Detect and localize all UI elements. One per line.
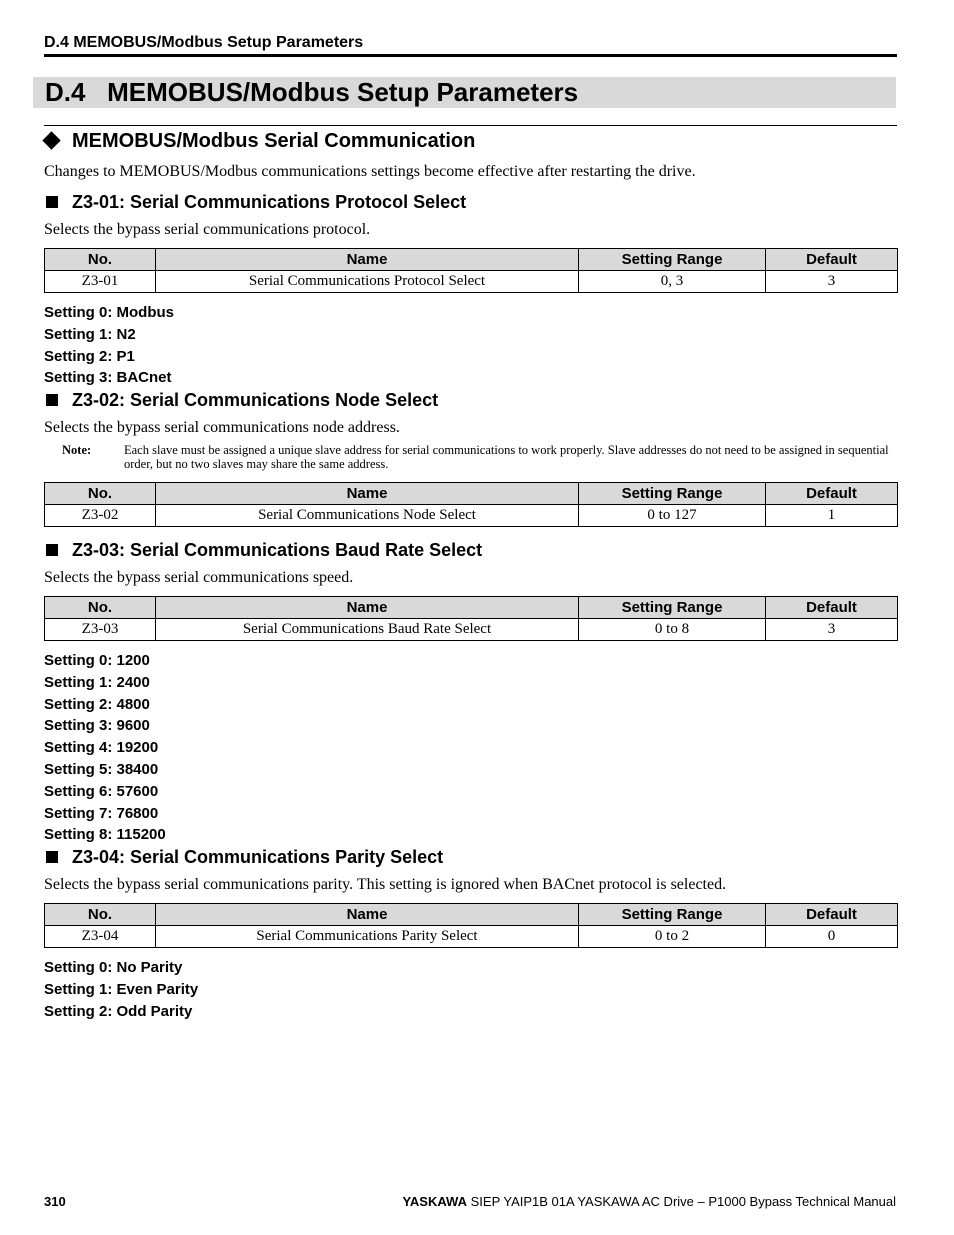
col-header-no: No. (45, 483, 156, 505)
param-table-z3-02 (44, 482, 898, 527)
section-title (45, 77, 578, 108)
cell-setting-range: 0, 3 (579, 271, 766, 293)
setting-item: Setting 3: 9600 (44, 717, 150, 735)
setting-item: Setting 0: Modbus (44, 304, 174, 321)
param-desc-z3-04: Selects the bypass serial communications parity. This setting is ignored when BACnet protocol is selected. (44, 876, 727, 893)
settings-list-z3-01 (44, 302, 174, 389)
note-label: Note: (62, 443, 92, 457)
col-header-default: Default (766, 249, 898, 271)
setting-item: Setting 0: 1200 (44, 652, 150, 669)
settings-list-z3-04 (44, 957, 198, 1022)
param-table-z3-01 (44, 248, 898, 293)
running-head: D.4 MEMOBUS/Modbus Setup Parameters (44, 34, 364, 51)
col-header-setting-range: Setting Range (579, 249, 766, 271)
param-title-z3-04: Z3-04: Serial Communications Parity Select (72, 847, 444, 867)
col-header-default: Default (766, 904, 898, 926)
col-header-setting-range: Setting Range (579, 597, 766, 619)
subsection-title: MEMOBUS/Modbus Serial Communication (72, 130, 476, 152)
col-header-setting-range: Setting Range (579, 904, 766, 926)
cell-name: Serial Communications Parity Select (156, 926, 579, 948)
setting-item: Setting 2: Odd Parity (44, 1002, 193, 1020)
section-heading: MEMOBUS/Modbus Setup Parameters (107, 77, 579, 107)
cell-no: Z3-01 (45, 271, 156, 293)
table-header-row (45, 597, 898, 619)
setting-item: Setting 1: Even Parity (44, 980, 199, 998)
table-row (45, 271, 898, 293)
param-desc-z3-03: Selects the bypass serial communications speed. (44, 569, 354, 586)
square-bullet-icon (46, 394, 58, 406)
cell-default: 3 (766, 271, 898, 293)
col-header-name: Name (156, 904, 579, 926)
col-header-no: No. (45, 249, 156, 271)
col-header-no: No. (45, 597, 156, 619)
setting-item: Setting 1: 2400 (44, 673, 150, 691)
header-rule (44, 54, 897, 57)
settings-list-z3-03 (44, 650, 166, 846)
col-header-default: Default (766, 483, 898, 505)
col-header-name: Name (156, 483, 579, 505)
cell-setting-range: 0 to 127 (579, 505, 766, 527)
setting-item: Setting 7: 76800 (44, 804, 159, 822)
param-desc-z3-02: Selects the bypass serial communications node address. (44, 419, 400, 436)
cell-setting-range: 0 to 8 (579, 619, 766, 641)
param-title-z3-02: Z3-02: Serial Communications Node Select (72, 390, 439, 410)
cell-name: Serial Communications Node Select (156, 505, 579, 527)
table-header-row (45, 904, 898, 926)
footer-doc: SIEP YAIP1B 01A YASKAWA AC Drive – P1000 Bypass Technical Manual (470, 1194, 896, 1209)
col-header-name: Name (156, 249, 579, 271)
param-table-z3-03 (44, 596, 898, 641)
setting-item: Setting 2: P1 (44, 347, 135, 365)
section-number: D.4 (45, 77, 86, 107)
param-desc-z3-01: Selects the bypass serial communications protocol. (44, 221, 371, 238)
table-header-row (45, 483, 898, 505)
col-header-setting-range: Setting Range (579, 483, 766, 505)
cell-name: Serial Communications Protocol Select (156, 271, 579, 293)
param-title-z3-01: Z3-01: Serial Communications Protocol Select (72, 192, 467, 212)
setting-item: Setting 8: 115200 (44, 826, 166, 844)
table-row (45, 926, 898, 948)
cell-setting-range: 0 to 2 (579, 926, 766, 948)
cell-default: 3 (766, 619, 898, 641)
col-header-name: Name (156, 597, 579, 619)
footer-brand: YASKAWA (402, 1194, 467, 1209)
diamond-bullet-icon (42, 131, 60, 149)
subsection-intro: Changes to MEMOBUS/Modbus communications settings become effective after restarting the drive. (44, 163, 696, 180)
setting-item: Setting 3: BACnet (44, 369, 172, 387)
col-header-no: No. (45, 904, 156, 926)
cell-default: 1 (766, 505, 898, 527)
cell-name: Serial Communications Baud Rate Select (156, 619, 579, 641)
cell-default: 0 (766, 926, 898, 948)
setting-item: Setting 5: 38400 (44, 760, 159, 778)
setting-item: Setting 1: N2 (44, 325, 136, 343)
param-table-z3-04 (44, 903, 898, 948)
table-header-row (45, 249, 898, 271)
cell-no: Z3-02 (45, 505, 156, 527)
setting-item: Setting 2: 4800 (44, 695, 150, 713)
section-rule (44, 125, 897, 126)
setting-item: Setting 6: 57600 (44, 782, 159, 800)
table-row (45, 619, 898, 641)
setting-item: Setting 4: 19200 (44, 739, 159, 757)
cell-no: Z3-04 (45, 926, 156, 948)
note-text: Each slave must be assigned a unique slave address for serial communications to work properly. Slave addresses do not need to be assigned in sequential order, but no two slaves may share the same address. (124, 443, 889, 471)
page-number: 310 (44, 1194, 66, 1209)
table-row (45, 505, 898, 527)
footer-doc-title (402, 1194, 896, 1209)
square-bullet-icon (46, 851, 58, 863)
col-header-default: Default (766, 597, 898, 619)
setting-item: Setting 0: No Parity (44, 959, 183, 976)
square-bullet-icon (46, 196, 58, 208)
square-bullet-icon (46, 544, 58, 556)
cell-no: Z3-03 (45, 619, 156, 641)
param-title-z3-03: Z3-03: Serial Communications Baud Rate Select (72, 540, 483, 560)
